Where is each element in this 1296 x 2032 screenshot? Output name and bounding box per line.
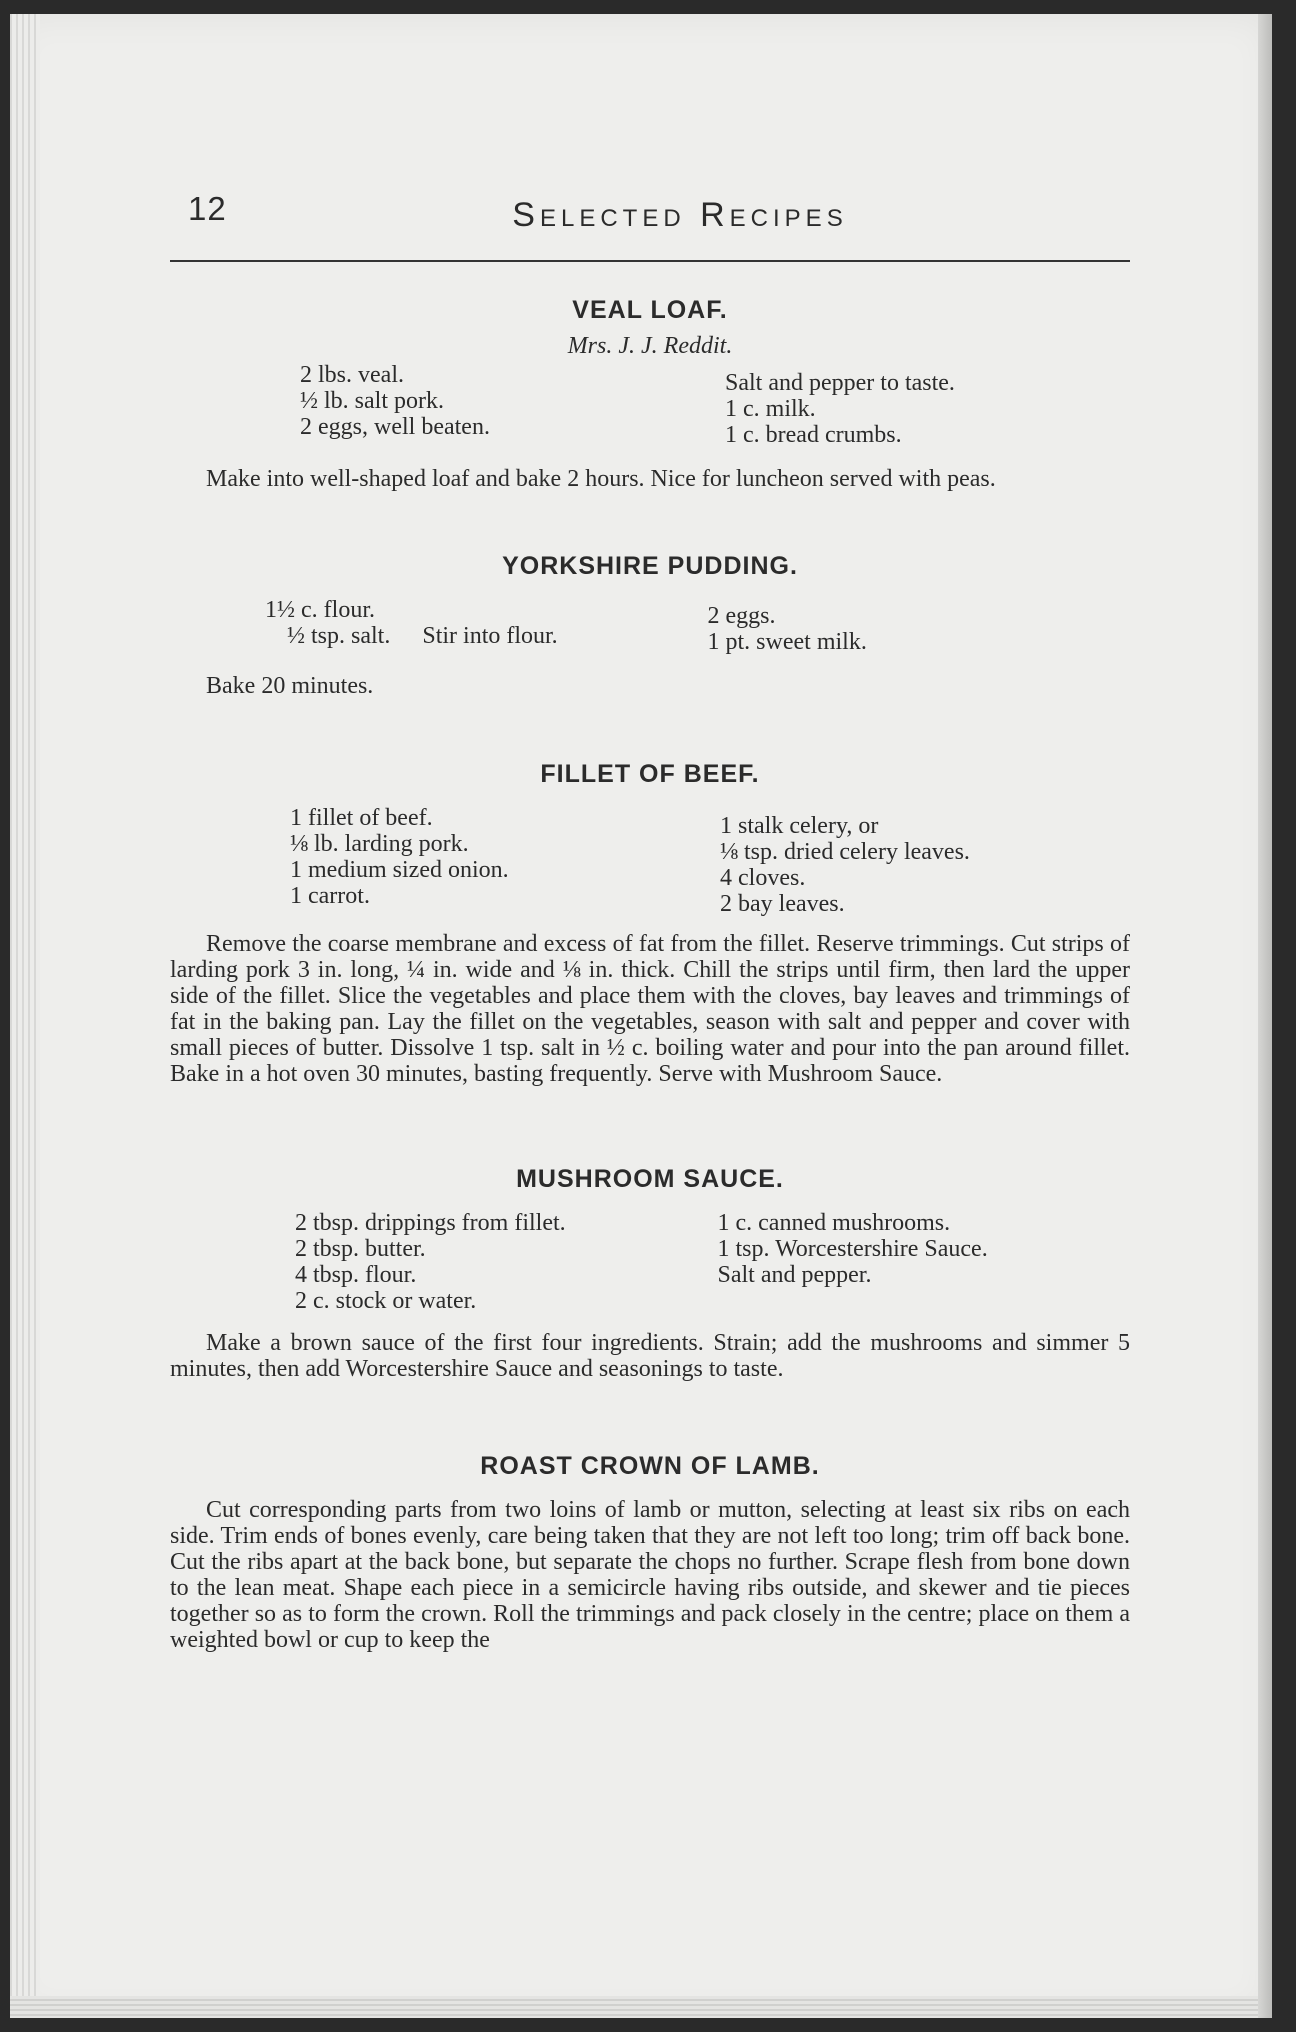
ingredient-column-right xyxy=(705,362,1130,448)
recipe-title: MUSHROOM SAUCE. xyxy=(516,1165,784,1193)
book-title: Selected Recipes xyxy=(512,196,848,234)
recipe-title: YORKSHIRE PUDDING. xyxy=(502,552,798,580)
recipe-author: Mrs. J. J. Reddit. xyxy=(567,333,733,359)
ingredient: Salt and pepper. xyxy=(717,1262,872,1288)
recipe-roast-crown-of-lamb xyxy=(170,1452,1130,1653)
page-content xyxy=(170,190,1130,1653)
ingredient: 2 eggs, well beaten. xyxy=(300,414,490,440)
recipe-fillet-of-beef xyxy=(170,760,1130,1087)
ingredient: ⅛ lb. larding pork. xyxy=(290,831,469,857)
recipe-directions: Cut corresponding parts from two loins of lamb or mutton, selecting at least six ribs on each side. Trim ends of bones evenly, care being taken that they are not left too long; trim off back bone. Cut the ribs apart at the back bone, but separate the chops no further. Scrape flesh from bone down to the lean meat. Shape each piece in a semicircle having ribs outside, and skewer and tie pieces together so as to form the crown. Roll the trimmings and pack closely in the centre; place on them a weighted bowl or cup to keep the xyxy=(170,1497,1130,1653)
recipe-title: FILLET OF BEEF. xyxy=(540,760,760,788)
ingredient: 2 tbsp. drippings from fillet. xyxy=(295,1210,566,1236)
ingredient-list xyxy=(170,805,1130,917)
ingredient: ½ tsp. salt. xyxy=(287,623,391,649)
ingredient-column-right xyxy=(688,597,1131,655)
recipe-title: VEAL LOAF. xyxy=(572,296,728,324)
recipe-directions: Remove the coarse membrane and excess of fat from the fillet. Reserve trimmings. Cut strips of larding pork 3 in. long, ¼ in. wide and ⅛ in. thick. Chill the strips until firm, then lard the upper side of the fillet. Slice the vegetables and place them with the cloves, bay leaves and trimmings of fat in the baking pan. Lay the fillet on the vegetables, season with salt and pepper and cover with small pieces of butter. Dissolve 1 tsp. salt in ½ c. boiling water and pour into the pan around fillet. Bake in a hot oven 30 minutes, basting frequently. Serve with Mushroom Sauce. xyxy=(170,931,1130,1087)
recipe-mushroom-sauce xyxy=(170,1165,1130,1382)
stir-note: Stir into flour. xyxy=(422,623,558,649)
running-head xyxy=(170,190,1130,262)
recipe-veal-loaf xyxy=(170,296,1130,492)
ingredient: Salt and pepper to taste. xyxy=(725,370,955,396)
page-stack-bottom-edge xyxy=(10,1996,1272,2018)
recipe-directions: Make into well-shaped loaf and bake 2 hours. Nice for luncheon served with peas. xyxy=(206,466,996,492)
recipe-directions: Make a brown sauce of the first four ingredients. Strain; add the mushrooms and simmer 5 minutes, then add Worcestershire Sauce and seasonings to taste. xyxy=(170,1330,1130,1382)
ingredient: 1 c. milk. xyxy=(725,396,816,422)
ingredient-column-right xyxy=(708,1210,1131,1314)
ingredient: 2 bay leaves. xyxy=(720,891,845,917)
page-number: 12 xyxy=(188,190,227,227)
ingredient-column-left xyxy=(170,805,700,917)
ingredient: 1 medium sized onion. xyxy=(290,857,509,883)
recipe-title: ROAST CROWN OF LAMB. xyxy=(480,1452,820,1480)
ingredient-column-right xyxy=(700,805,1130,917)
ingredient: ⅛ tsp. dried celery leaves. xyxy=(720,839,970,865)
ingredient: 1 carrot. xyxy=(290,883,370,909)
ingredient: 2 c. stock or water. xyxy=(295,1288,477,1314)
ingredient: 1 c. canned mushrooms. xyxy=(717,1210,951,1236)
ingredient-list xyxy=(170,597,1130,655)
page-binding-shadow xyxy=(1258,14,1272,2018)
ingredient-column-left xyxy=(170,362,705,448)
recipe-yorkshire-pudding xyxy=(170,552,1130,700)
ingredient: 2 tbsp. butter. xyxy=(295,1236,426,1262)
ingredient-column-left xyxy=(170,597,688,655)
ingredient: 1 fillet of beef. xyxy=(290,805,433,831)
ingredient-list xyxy=(170,362,1130,448)
ingredient: 1 c. bread crumbs. xyxy=(725,422,902,448)
ingredient: 1 stalk celery, or xyxy=(720,813,879,839)
ingredient: 1 pt. sweet milk. xyxy=(707,629,867,655)
ingredient-column-left xyxy=(170,1210,708,1314)
ingredient: 2 lbs. veal. xyxy=(300,362,404,388)
ingredient: 4 tbsp. flour. xyxy=(295,1262,417,1288)
bake-time: Bake 20 minutes. xyxy=(206,673,374,699)
ingredient-list xyxy=(170,1210,1130,1314)
ingredient: 4 cloves. xyxy=(720,865,806,891)
ingredient: 1 tsp. Worcestershire Sauce. xyxy=(717,1236,988,1262)
ingredient: 1½ c. flour. xyxy=(265,597,375,623)
ingredient: ½ lb. salt pork. xyxy=(300,388,444,414)
ingredient: 2 eggs. xyxy=(707,603,776,629)
page-stack-left-edge xyxy=(10,14,40,2018)
